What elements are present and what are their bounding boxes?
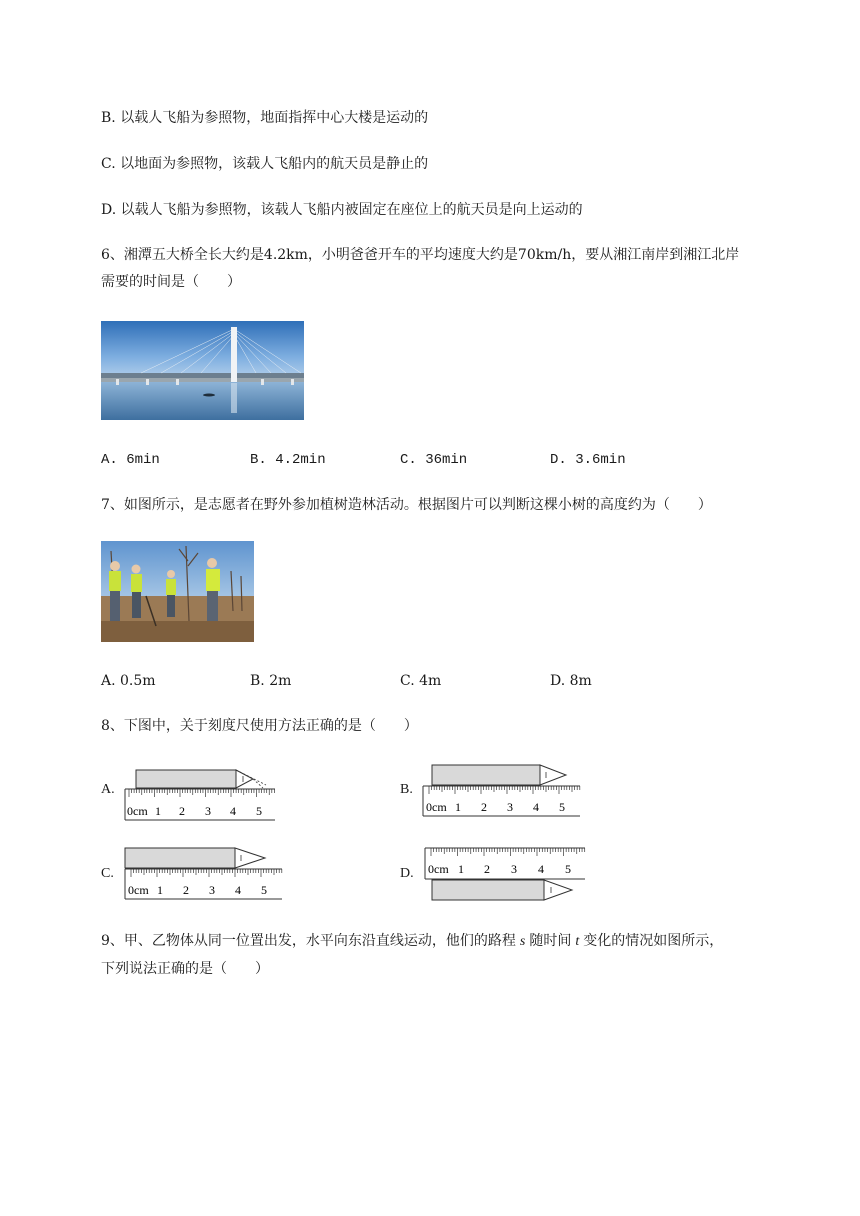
q6-option-c: C. 36min — [400, 452, 468, 468]
q9-stem-part-a: 9、甲、乙物体从同一位置出发，水平向东沿直线运动，他们的路程 — [101, 933, 516, 949]
ruler-d-tick-0: 0cm — [428, 862, 449, 876]
ruler-b-tick-2: 2 — [481, 800, 487, 814]
ruler-b-tick-3: 3 — [507, 800, 513, 814]
ruler-d-tick-4: 4 — [538, 862, 544, 876]
ruler-a-tick-4: 4 — [230, 804, 236, 818]
q6-stem-line1: 6、湘潭五大桥全长大约是4.2km，小明爸爸开车的平均速度大约是70km/h，要从湘江南岸到湘江北岸 — [101, 247, 740, 263]
q8-label-d: D. — [400, 866, 414, 881]
ruler-d-tick-3: 3 — [511, 862, 517, 876]
q7-option-c: C. 4m — [400, 673, 442, 689]
ruler-b-tick-0: 0cm — [426, 800, 447, 814]
q9-var-s: s — [519, 934, 526, 949]
bridge-photo — [101, 321, 304, 420]
ruler-c-tick-3: 3 — [209, 883, 215, 897]
q9-stem-line1 — [101, 931, 723, 952]
ruler-b-tick-5: 5 — [559, 800, 565, 814]
ruler-b-tick-4: 4 — [533, 800, 539, 814]
q9-stem-part-b: 随时间 — [529, 933, 572, 949]
q6-option-a: A. 6min — [101, 452, 160, 468]
ruler-c-tick-2: 2 — [183, 883, 189, 897]
q9-var-t: t — [575, 934, 580, 949]
q6-stem-line2: 需要的时间是（ ） — [101, 274, 241, 290]
ruler-c-tick-1: 1 — [157, 883, 163, 897]
ruler-a-tick-1: 1 — [155, 804, 161, 818]
q5-option-b: B. 以载人飞船为参照物，地面指挥中心大楼是运动的 — [101, 110, 429, 126]
q5-option-d: D. 以载人飞船为参照物，该载人飞船内被固定在座位上的航天员是向上运动的 — [101, 202, 583, 218]
q8-label-a: A. — [101, 782, 115, 797]
tree-planting-photo — [101, 541, 254, 642]
ruler-a-tick-0: 0cm — [127, 804, 148, 818]
q7-option-b: B. 2m — [250, 673, 292, 689]
ruler-d-tick-5: 5 — [565, 862, 571, 876]
ruler-figure-d — [420, 843, 590, 905]
q6-option-d: D. 3.6min — [550, 452, 626, 468]
q9-stem-part-c: 变化的情况如图所示， — [583, 933, 724, 949]
ruler-c-tick-4: 4 — [235, 883, 241, 897]
ruler-figure-b — [418, 760, 583, 820]
q7-option-d: D. 8m — [550, 673, 592, 689]
q8-label-c: C. — [101, 866, 114, 881]
q7-stem-line1: 7、如图所示，是志愿者在野外参加植树造林活动。根据图片可以判断这棵小树的高度约为（ ） — [101, 497, 712, 513]
ruler-a-tick-5: 5 — [256, 804, 262, 818]
q7-option-a: A. 0.5m — [101, 673, 156, 689]
q9-stem-line2: 下列说法正确的是（ ） — [101, 961, 269, 977]
ruler-a-tick-3: 3 — [205, 804, 211, 818]
ruler-a-tick-2: 2 — [179, 804, 185, 818]
q6-option-b: B. 4.2min — [250, 452, 326, 468]
ruler-c-tick-0: 0cm — [128, 883, 149, 897]
ruler-d-tick-1: 1 — [458, 862, 464, 876]
ruler-figure-a — [120, 765, 280, 823]
ruler-c-tick-5: 5 — [261, 883, 267, 897]
ruler-b-tick-1: 1 — [455, 800, 461, 814]
ruler-figure-c — [120, 843, 285, 903]
q8-stem-line1: 8、下图中，关于刻度尺使用方法正确的是（ ） — [101, 718, 418, 734]
ruler-d-tick-2: 2 — [484, 862, 490, 876]
q8-label-b: B. — [400, 782, 413, 797]
q5-option-c: C. 以地面为参照物，该载人飞船内的航天员是静止的 — [101, 156, 429, 172]
